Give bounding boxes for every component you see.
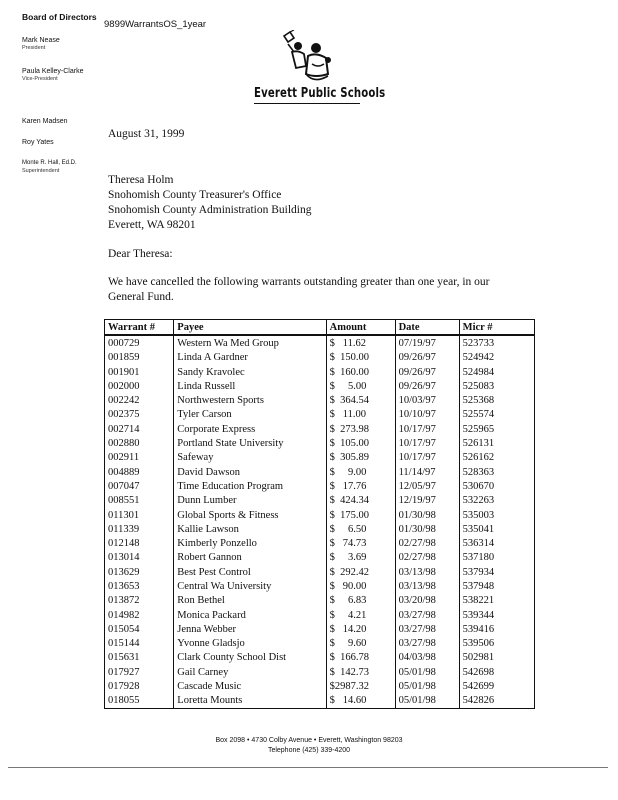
cell-amount: $ 4.21: [326, 608, 395, 622]
cell-micr-number: 523733: [459, 335, 534, 350]
cell-date: 10/03/97: [395, 393, 459, 407]
cell-warrant-number: 011339: [105, 522, 174, 536]
cell-micr-number: 542698: [459, 665, 534, 679]
cell-warrant-number: 001901: [105, 365, 174, 379]
cell-date: 03/27/98: [395, 608, 459, 622]
cell-amount: $2987.32: [326, 679, 395, 693]
table-row: [105, 508, 535, 522]
cell-payee: Time Education Program: [174, 479, 326, 493]
cell-amount: $ 3.69: [326, 551, 395, 565]
cell-date: 05/01/98: [395, 679, 459, 693]
cell-amount: $ 292.42: [326, 565, 395, 579]
table-row: [105, 536, 535, 550]
table-row: [105, 479, 535, 493]
cell-date: 10/17/97: [395, 436, 459, 450]
cell-payee: Gail Carney: [174, 665, 326, 679]
cell-micr-number: 530670: [459, 479, 534, 493]
cell-micr-number: 539416: [459, 622, 534, 636]
recipient-building: Snohomish County Administration Building: [108, 204, 312, 216]
cell-amount: $ 90.00: [326, 579, 395, 593]
cell-warrant-number: 002242: [105, 393, 174, 407]
cell-amount: $ 166.78: [326, 651, 395, 665]
cell-payee: Central Wa University: [174, 579, 326, 593]
cell-payee: Yvonne Gladsjo: [174, 637, 326, 651]
table-row: [105, 651, 535, 665]
cell-micr-number: 539506: [459, 637, 534, 651]
cell-payee: Dunn Lumber: [174, 494, 326, 508]
table-row: [105, 594, 535, 608]
board-member-name: Roy Yates: [22, 139, 54, 146]
cell-micr-number: 535041: [459, 522, 534, 536]
cell-amount: $ 160.00: [326, 365, 395, 379]
cell-micr-number: 538221: [459, 594, 534, 608]
cell-date: 03/27/98: [395, 622, 459, 636]
table-row: [105, 351, 535, 365]
cell-amount: $ 17.76: [326, 479, 395, 493]
recipient-name: Theresa Holm: [108, 174, 174, 186]
cell-date: 10/10/97: [395, 408, 459, 422]
letter-date: August 31, 1999: [108, 128, 185, 140]
cell-warrant-number: 002714: [105, 422, 174, 436]
cell-micr-number: 525965: [459, 422, 534, 436]
cell-warrant-number: 017927: [105, 665, 174, 679]
cell-payee: Ron Bethel: [174, 594, 326, 608]
cell-micr-number: 528363: [459, 465, 534, 479]
cell-date: 03/27/98: [395, 637, 459, 651]
cell-warrant-number: 013872: [105, 594, 174, 608]
cell-micr-number: 502981: [459, 651, 534, 665]
document-code: 9899WarrantsOS_1year: [104, 19, 207, 30]
cell-payee: Linda A Gardner: [174, 351, 326, 365]
cell-micr-number: 526131: [459, 436, 534, 450]
cell-micr-number: 537948: [459, 579, 534, 593]
cell-date: 07/19/97: [395, 335, 459, 350]
cell-amount: $ 11.62: [326, 335, 395, 350]
table-row: [105, 551, 535, 565]
table-row: [105, 422, 535, 436]
cell-amount: $ 74.73: [326, 536, 395, 550]
cell-micr-number: 524984: [459, 365, 534, 379]
cell-payee: Kimberly Ponzello: [174, 536, 326, 550]
cell-micr-number: 525083: [459, 379, 534, 393]
cell-warrant-number: 015144: [105, 637, 174, 651]
table-row: [105, 679, 535, 693]
cell-date: 12/05/97: [395, 479, 459, 493]
cell-amount: $ 11.00: [326, 408, 395, 422]
table-row: [105, 622, 535, 636]
cell-warrant-number: 000729: [105, 335, 174, 350]
table-row: [105, 608, 535, 622]
cell-date: 02/27/98: [395, 536, 459, 550]
board-member-name: Paula Kelley-Clarke: [22, 68, 84, 75]
footer-divider: [8, 767, 608, 768]
board-member-name: Mark Nease: [22, 37, 60, 44]
cell-warrant-number: 002911: [105, 451, 174, 465]
cell-micr-number: 525368: [459, 393, 534, 407]
column-header-micr: Micr #: [459, 320, 534, 336]
table-row: [105, 436, 535, 450]
column-header-date: Date: [395, 320, 459, 336]
cell-date: 01/30/98: [395, 508, 459, 522]
table-row: [105, 335, 535, 350]
cell-date: 05/01/98: [395, 694, 459, 709]
board-member-name: Karen Madsen: [22, 118, 68, 125]
footer-phone: Telephone (425) 339-4200: [267, 747, 351, 754]
cell-amount: $ 9.60: [326, 637, 395, 651]
cell-payee: David Dawson: [174, 465, 326, 479]
table-row: [105, 451, 535, 465]
cell-warrant-number: 014982: [105, 608, 174, 622]
cell-warrant-number: 002375: [105, 408, 174, 422]
footer-address: Box 2098 • 4730 Colby Avenue • Everett, Washington 98203: [215, 737, 403, 744]
cell-micr-number: 542826: [459, 694, 534, 709]
table-row: [105, 408, 535, 422]
table-row: [105, 522, 535, 536]
cell-amount: $ 424.34: [326, 494, 395, 508]
cell-amount: $ 305.89: [326, 451, 395, 465]
cell-date: 09/26/97: [395, 365, 459, 379]
cell-date: 12/19/97: [395, 494, 459, 508]
cell-warrant-number: 013629: [105, 565, 174, 579]
cell-payee: Global Sports & Fitness: [174, 508, 326, 522]
cell-warrant-number: 008551: [105, 494, 174, 508]
table-row: [105, 379, 535, 393]
cell-amount: $ 6.50: [326, 522, 395, 536]
cell-warrant-number: 015054: [105, 622, 174, 636]
column-header-warrant: Warrant #: [105, 320, 174, 336]
cell-micr-number: 537934: [459, 565, 534, 579]
board-title: Board of Directors: [22, 12, 97, 22]
column-header-amount: Amount: [326, 320, 395, 336]
cell-payee: Safeway: [174, 451, 326, 465]
cell-warrant-number: 001859: [105, 351, 174, 365]
column-header-payee: Payee: [174, 320, 326, 336]
cell-amount: $ 150.00: [326, 351, 395, 365]
cell-date: 10/17/97: [395, 451, 459, 465]
cell-micr-number: 537180: [459, 551, 534, 565]
cell-amount: $ 142.73: [326, 665, 395, 679]
cell-warrant-number: 018055: [105, 694, 174, 709]
cell-date: 03/13/98: [395, 565, 459, 579]
cell-date: 10/17/97: [395, 422, 459, 436]
cell-warrant-number: 004889: [105, 465, 174, 479]
cell-micr-number: 535003: [459, 508, 534, 522]
cell-date: 01/30/98: [395, 522, 459, 536]
table-row: [105, 365, 535, 379]
cell-warrant-number: 013014: [105, 551, 174, 565]
salutation: Dear Theresa:: [108, 248, 173, 260]
board-member-role: President: [22, 45, 46, 51]
cell-micr-number: 525574: [459, 408, 534, 422]
cell-warrant-number: 017928: [105, 679, 174, 693]
letter-body-line: General Fund.: [108, 291, 174, 303]
cell-warrant-number: 015631: [105, 651, 174, 665]
cell-warrant-number: 012148: [105, 536, 174, 550]
table-row: [105, 465, 535, 479]
cell-date: 02/27/98: [395, 551, 459, 565]
letter-body-line: We have cancelled the following warrants outstanding greater than one year, in our: [108, 276, 490, 288]
cell-amount: $ 273.98: [326, 422, 395, 436]
cell-payee: Robert Gannon: [174, 551, 326, 565]
cell-amount: $ 9.00: [326, 465, 395, 479]
table-row: [105, 494, 535, 508]
cell-payee: Northwestern Sports: [174, 393, 326, 407]
cell-warrant-number: 002000: [105, 379, 174, 393]
cell-date: 03/13/98: [395, 579, 459, 593]
cell-payee: Kallie Lawson: [174, 522, 326, 536]
cell-micr-number: 536314: [459, 536, 534, 550]
table-row: [105, 637, 535, 651]
cell-payee: Linda Russell: [174, 379, 326, 393]
cell-date: 05/01/98: [395, 665, 459, 679]
cell-amount: $ 175.00: [326, 508, 395, 522]
cell-payee: Loretta Mounts: [174, 694, 326, 709]
cell-amount: $ 105.00: [326, 436, 395, 450]
cell-date: 09/26/97: [395, 351, 459, 365]
cell-micr-number: 532263: [459, 494, 534, 508]
cell-payee: Best Pest Control: [174, 565, 326, 579]
organization-name: Everett Public Schools: [254, 86, 386, 101]
organization-name-underline: [254, 103, 360, 104]
cell-payee: Clark County School Dist: [174, 651, 326, 665]
cell-payee: Monica Packard: [174, 608, 326, 622]
board-member-name: Monte R. Hall, Ed.D.: [22, 160, 77, 166]
cell-payee: Corporate Express: [174, 422, 326, 436]
table-row: [105, 694, 535, 709]
cell-amount: $ 14.20: [326, 622, 395, 636]
table-row: [105, 565, 535, 579]
warrants-table: [104, 319, 535, 709]
table-row: [105, 579, 535, 593]
cell-payee: Tyler Carson: [174, 408, 326, 422]
cell-date: 09/26/97: [395, 379, 459, 393]
cell-payee: Jenna Webber: [174, 622, 326, 636]
cell-warrant-number: 011301: [105, 508, 174, 522]
table-row: [105, 393, 535, 407]
cell-date: 03/20/98: [395, 594, 459, 608]
cell-warrant-number: 002880: [105, 436, 174, 450]
cell-micr-number: 539344: [459, 608, 534, 622]
cell-warrant-number: 007047: [105, 479, 174, 493]
cell-date: 04/03/98: [395, 651, 459, 665]
cell-payee: Sandy Kravolec: [174, 365, 326, 379]
cell-amount: $ 5.00: [326, 379, 395, 393]
cell-payee: Portland State University: [174, 436, 326, 450]
board-member-role: Vice-President: [22, 76, 58, 82]
recipient-office: Snohomish County Treasurer's Office: [108, 189, 282, 201]
warrants-table-body: [105, 335, 535, 708]
cell-payee: Western Wa Med Group: [174, 335, 326, 350]
table-header-row: [105, 320, 535, 336]
board-member-role: Superintendent: [22, 168, 60, 174]
cell-amount: $ 364.54: [326, 393, 395, 407]
cell-micr-number: 542699: [459, 679, 534, 693]
cell-amount: $ 6.83: [326, 594, 395, 608]
cell-warrant-number: 013653: [105, 579, 174, 593]
cell-micr-number: 524942: [459, 351, 534, 365]
cell-payee: Cascade Music: [174, 679, 326, 693]
school-logo-icon: [276, 30, 340, 88]
cell-micr-number: 526162: [459, 451, 534, 465]
recipient-city: Everett, WA 98201: [108, 219, 196, 231]
cell-amount: $ 14.60: [326, 694, 395, 709]
table-row: [105, 665, 535, 679]
cell-date: 11/14/97: [395, 465, 459, 479]
